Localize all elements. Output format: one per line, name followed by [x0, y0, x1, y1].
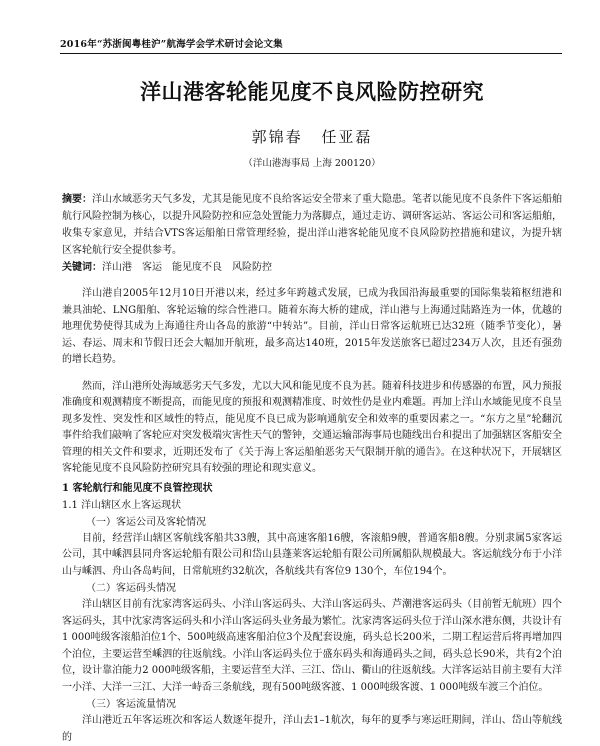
abstract-text: 洋山水域恶劣天气多发，尤其是能见度不良给客运安全带来了重大隐患。笔者以能见度不良条件下客运船舶航行风险控制为核心，以提升风险防控和应急处置能力为落脚点，通过走访、调研客运站、客运公司和客运船舶，收集专家意见，并结合VTS客运船舶日常管理经验，提出洋山港客轮能见度不良风险防控措施和建议，为提升辖区客轮航行安全提供参考。: [62, 194, 562, 256]
subsection-heading: 1.1 洋山辖区水上客运现状: [62, 499, 182, 511]
paper-body: [62, 286, 562, 746]
body-paragraph: 洋山辖区目前有沈家湾客运码头、小洋山客运码头、大洋山客运码头、芦潮港客运码头（目前暂无航班）四个客运码头，其中沈家湾客运码头和小洋山客运码头业务最为繁忙。沈家湾客运码头位于洋山深水港东侧，共设计有1 000吨级客滚船泊位1个、500吨级高速客船泊位3个及配套设施，码头总长200米，二期工程运营后将再增加四个泊位，主要运营至嵊泗的往返航线。小洋山客运码头位于盛东码头和海通码头之间，码头总长90米，共有2个泊位，设计靠泊能力2 000吨级客船，主要运营至大洋、三江、岱山、衢山的往返航线。大洋客运站目前主要有大洋一小洋、大洋一三江、大洋一峙岙三条航线，现有500吨级客渡、1 000吨级客渡、1 000吨级车渡三个泊位。: [62, 599, 562, 693]
running-header: 2016年“苏浙闽粤桂沪”航海学会学术研讨会论文集: [60, 36, 562, 54]
keywords: [62, 259, 562, 276]
paper-page: [62, 36, 562, 746]
keyword: 风险防控: [232, 262, 272, 273]
body-paragraph: 洋山港自2005年12月10日开港以来，经过多年跨越式发展，已成为我国沿海最重要的国际集装箱枢纽港和兼具油轮、LNG船舶、客轮运输的综合性港口。随着东海大桥的建成，洋山港与上海通过陆路连为一体，优越的地理优势使得其成为上海通往舟山各岛的旅游“中转站”。目前，洋山日常客运航班已达32班（随季节变化），暑运、春运、周末和节假日还会大幅加开航班，最多高达140班，2015年发送旅客已超过234万人次，且还有强劲的增长趋势。: [62, 288, 562, 365]
sub-heading: （三）客运流量情况: [86, 699, 176, 710]
section-heading: 1 客轮航行和能见度不良管控现状: [62, 482, 213, 494]
body-paragraph: 目前，经营洋山辖区客航线客船共33艘，其中高速客船16艘，客滚船9艘，普通客船8艘。分别隶属5家客运公司，其中嵊泗县同舟客运轮船有限公司和岱山县蓬莱客运轮船有限公司所属船队规模最大。客运航线分布于小洋山与嵊泗、舟山各岛屿间，日常航班约32航次，各航线共有客位9 130个，车位194个。: [62, 532, 562, 577]
abstract: [62, 191, 562, 259]
body-paragraph: 洋山港近五年客运班次和客运人数逐年提升，洋山去1–1航次，每年的夏季与寒运旺期间，洋山、岱山等航线的: [62, 715, 562, 743]
author-name: 任亚磊: [321, 128, 373, 146]
affiliation: （洋山港海事局 上海 200120）: [243, 158, 381, 169]
sub-heading: （二）客运码头情况: [86, 583, 176, 594]
author-list: [62, 126, 562, 147]
keyword: 洋山港: [102, 262, 132, 273]
keywords-label: 关键词：: [62, 262, 102, 273]
sub-heading: （一）客运公司及客轮情况: [86, 516, 206, 528]
paper-title: 洋山港客轮能见度不良风险防控研究: [140, 80, 484, 104]
body-paragraph: 然而，洋山港所处海域恶劣天气多发，尤以大风和能见度不良为甚。随着科技进步和传感器的布置，风力预报准确度和观测精度不断提高，而能见度的预报和观测精准度、时效性仍是业内难题。再加上洋山水域能见度不良呈现多发性、突发性和区域性的特点，能见度不良已成为影响通航安全和效率的重要因素之一。“东方之星”轮翻沉事件给我们敲响了客轮应对突发极端灾害性天气的警钟，交通运输部海事局也随线出台和提出了加强辖区客船安全管理的相关文件和要求，近期还发布了《关于海上客运船舶恶劣天气限制开航的通告》。在这种状况下，开展辖区客轮能见度不良风险防控研究具有较强的理论和现实意义。: [62, 380, 562, 474]
author-name: 郭锦春: [251, 128, 303, 146]
keyword: 能见度不良: [172, 262, 222, 273]
abstract-label: 摘要：: [62, 194, 92, 205]
keyword: 客运: [142, 262, 162, 273]
